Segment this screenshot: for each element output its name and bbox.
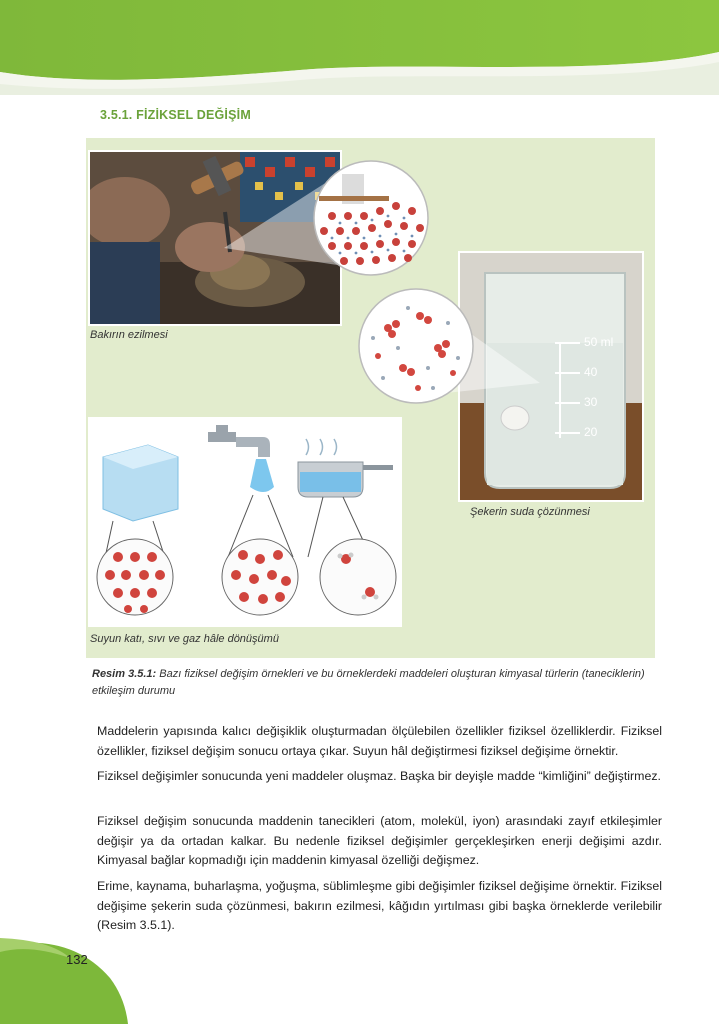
beaker-mark-30: 30: [584, 395, 598, 409]
header-wave-band: [0, 0, 719, 95]
page-corner-decoration: [0, 938, 130, 1024]
figure-caption-text: Bazı fiziksel değişim örnekleri ve bu örneklerdeki maddeleri oluşturan kimyasal türlerin (taneciklerin) etkileşim durumu: [92, 668, 645, 697]
section-heading: 3.5.1. FİZİKSEL DEĞİŞİM: [100, 108, 251, 122]
figure-panel: [86, 138, 655, 658]
body-paragraph-3: Fiziksel değişim sonucunda maddenin tanecikleri (atom, molekül, iyon) arasındaki zayıf etkileşimler değişir ya da ortadan kalkar. Bu nedenle fiziksel değişimler gerçekleşirken enerji değişimi azdır. Kimyasal bağlar kopmadığı için maddenin kimyasal özelliği değişmez.: [97, 814, 662, 867]
water-states-illustration: [88, 417, 402, 627]
beaker-mark-20: 20: [584, 425, 598, 439]
figure-caption: [92, 666, 662, 700]
copper-photo-caption: Bakırın ezilmesi: [90, 329, 168, 341]
body-paragraph-4: Erime, kaynama, buharlaşma, yoğuşma, süblimleşme gibi değişimler fiziksel değişime örnektir. Fiziksel değişime şekerin suda çözünmesi, bakırın ezilmesi, kâğıdın yırtılması gibi başka örneklerde verilebilir (Resim 3.5.1).: [97, 879, 662, 932]
beaker-mark-40: 40: [584, 365, 598, 379]
sugar-molecules-zoom: [358, 288, 548, 408]
body-paragraph-2: Fiziksel değişimler sonucunda yeni maddeler oluşmaz. Başka bir deyişle madde “kimliğini” değiştirmez.: [97, 769, 662, 783]
water-states-caption: Suyun katı, sıvı ve gaz hâle dönüşümü: [90, 633, 279, 645]
beaker-mark-50: 50 ml: [584, 335, 614, 349]
sugar-photo-caption: Şekerin suda çözünmesi: [470, 506, 590, 518]
body-paragraph-1: Maddelerin yapısında kalıcı değişiklik oluşturmadan ölçülebilen özellikler fiziksel özelliklerdir. Fiziksel özellikler, fiziksel değişim sonucu ortaya çıkar. Suyun hâl değiştirmesi fiziksel değişime örnektir.: [97, 724, 662, 758]
figure-caption-label: Resim 3.5.1:: [92, 668, 157, 680]
copper-lattice-zoom: [224, 156, 434, 276]
page-number: 132: [66, 952, 88, 967]
